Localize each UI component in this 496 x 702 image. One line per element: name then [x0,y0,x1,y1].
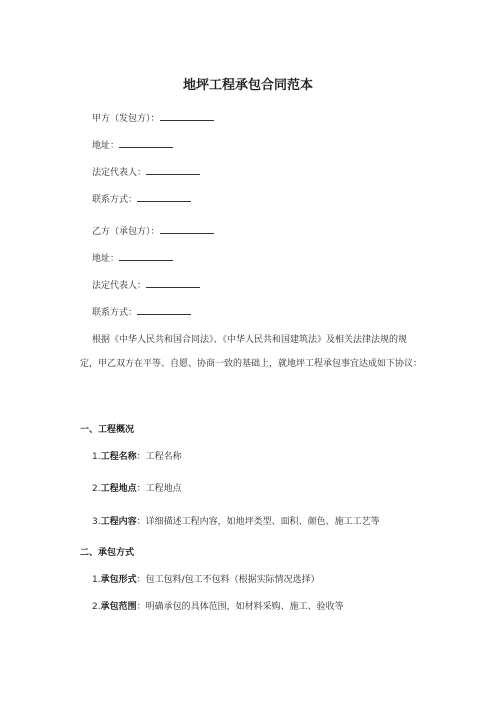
party-b-rep-blank[interactable] [146,278,200,288]
item-key: 承包形式 [100,575,137,585]
party-a-address-blank[interactable] [119,138,173,148]
intro-paragraph: 根据《中华人民共和国合同法》、《中华人民共和国建筑法》及相关法律法规的规定，甲乙双方在平等、自愿、协商一致的基础上，就地坪工程承包事宜达成如下协议： [80,335,423,369]
item-value: ：详细描述工程内容，如地坪类型、面积、颜色、施工工艺等 [136,517,380,527]
item-key: 工程地点 [100,484,137,494]
item-key: 承包范围 [100,602,137,612]
party-a-contact-line [92,192,191,206]
item-value: ：包工包料/包工不包料（根据实际情况选择） [136,575,320,585]
item-key: 工程内容 [100,517,137,527]
item-number: 2. [92,602,101,612]
item-value: ：工程名称 [136,452,182,462]
party-a-contact-blank[interactable] [137,192,191,202]
party-b-contact-label: 联系方式： [92,308,138,318]
party-b-label: 乙方（承包方）： [92,227,160,237]
section2-item [92,572,320,585]
party-a-rep-blank[interactable] [146,165,200,175]
party-b-contact-blank[interactable] [137,305,191,315]
party-a-rep-line [92,165,200,179]
item-number: 2. [92,484,101,494]
party-b-rep-label: 法定代表人： [92,281,147,291]
item-value: ：明确承包的具体范围，如材料采购、施工、验收等 [136,602,344,612]
party-b-line [92,224,214,238]
party-a-contact-label: 联系方式： [92,195,138,205]
party-b-rep-line [92,278,200,292]
section1-heading: 一、工程概况 [80,425,135,435]
item-number: 1. [92,452,101,462]
party-b-address-blank[interactable] [119,251,173,261]
document-title: 地坪工程承包合同范本 [182,78,313,93]
party-b-contact-line [92,305,191,319]
party-b-address-line [92,251,173,265]
party-a-line [92,111,214,125]
party-a-address-line [92,138,173,152]
party-b-blank[interactable] [160,224,214,234]
item-number: 1. [92,575,101,585]
party-a-label: 甲方（发包方）： [92,114,160,124]
item-number: 3. [92,517,101,527]
section2-item [92,599,344,612]
party-b-address-label: 地址： [92,254,120,264]
party-a-blank[interactable] [160,111,214,121]
party-a-rep-label: 法定代表人： [92,168,147,178]
section1-item [92,514,380,527]
item-key: 工程名称 [100,452,137,462]
party-a-address-label: 地址： [92,141,120,151]
section1-item [92,449,182,462]
section1-item [92,481,182,494]
item-value: ：工程地点 [136,484,182,494]
section2-heading: 二、承包方式 [80,548,135,558]
